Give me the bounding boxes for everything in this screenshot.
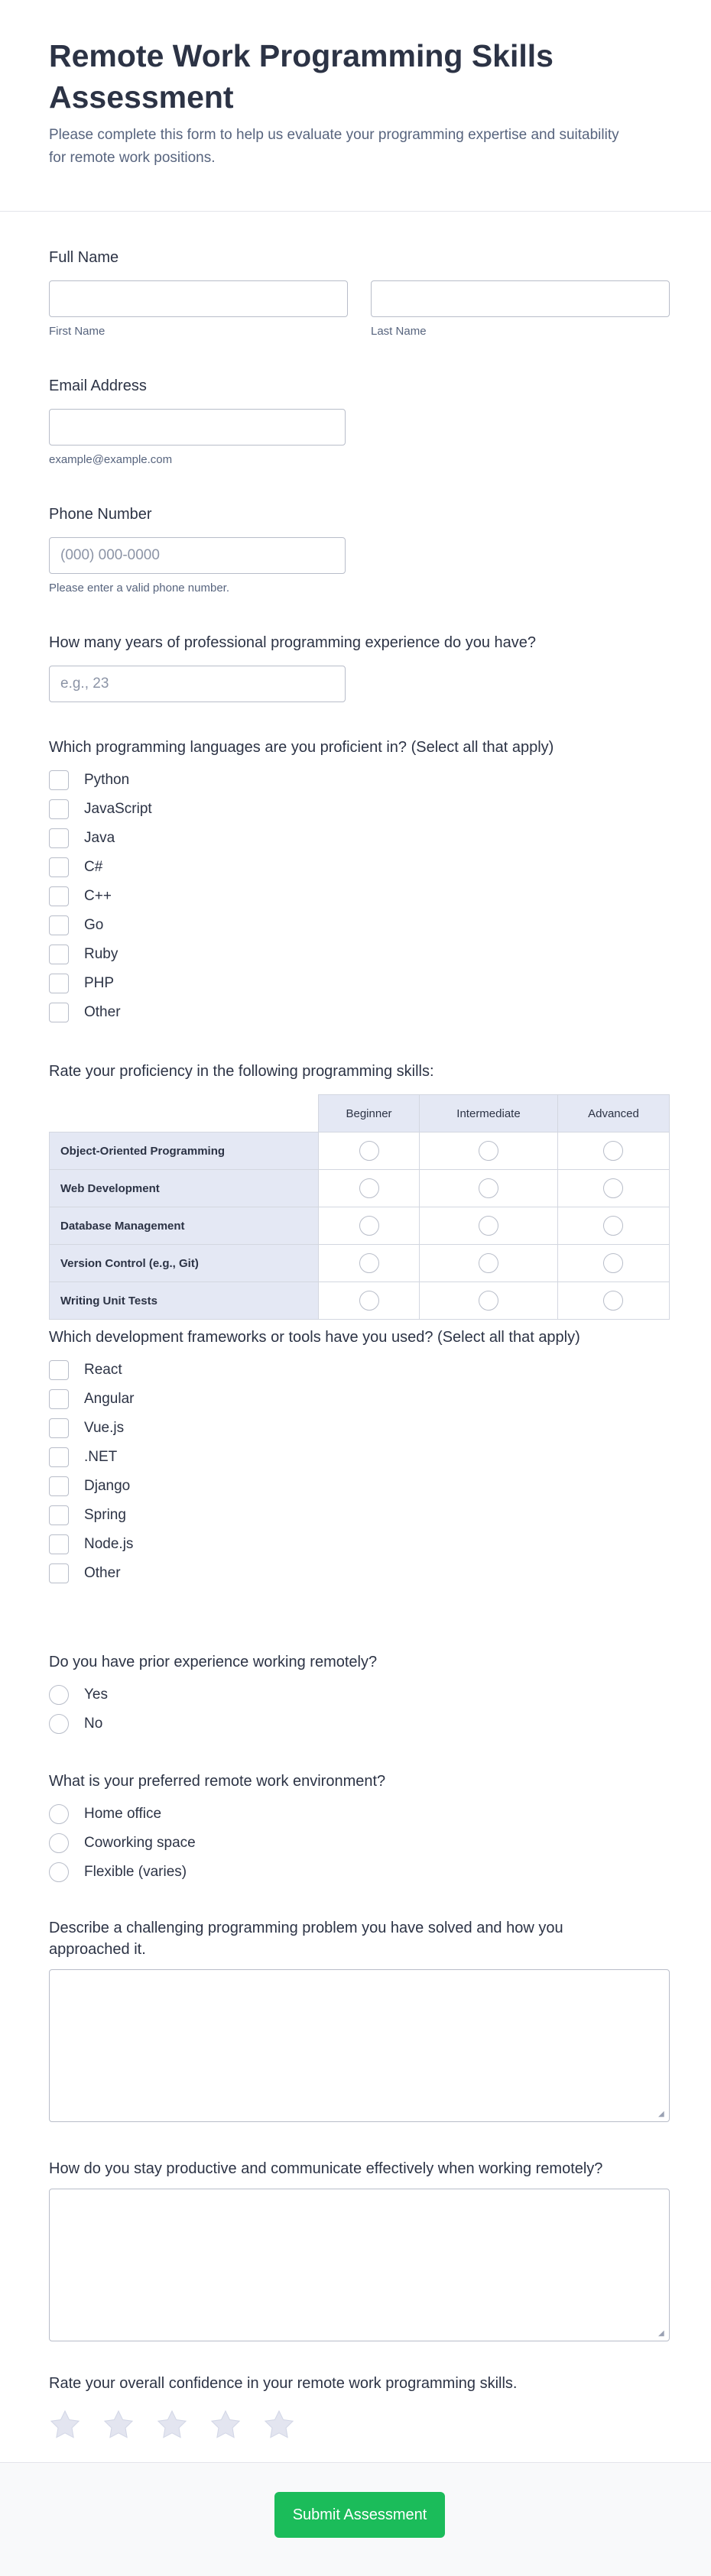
productivity-field [49, 2158, 670, 2341]
environment-field [49, 1771, 670, 1887]
matrix-row [50, 1282, 670, 1320]
languages-field [49, 737, 670, 1027]
option-label: JavaScript [84, 801, 152, 817]
option-label: Python [84, 772, 130, 788]
checkbox[interactable] [49, 974, 69, 993]
matrix-radio[interactable] [603, 1216, 623, 1236]
matrix-column-header: Beginner [319, 1095, 420, 1132]
checkbox[interactable] [49, 857, 69, 877]
remote-experience-field [49, 1651, 670, 1738]
matrix-row-label: Object-Oriented Programming [50, 1132, 319, 1170]
language-option[interactable] [49, 969, 670, 998]
years-field [49, 632, 670, 702]
form-header [0, 0, 711, 212]
matrix-radio[interactable] [479, 1141, 498, 1161]
email-label: Email Address [49, 377, 147, 394]
star-icon[interactable] [49, 2409, 81, 2440]
checkbox[interactable] [49, 886, 69, 906]
checkbox[interactable] [49, 915, 69, 935]
phone-sublabel: Please enter a valid phone number. [49, 582, 229, 595]
option-label: Flexible (varies) [84, 1864, 187, 1880]
checkbox[interactable] [49, 1476, 69, 1496]
form-footer [0, 2462, 711, 2576]
matrix-radio[interactable] [359, 1291, 379, 1311]
option-label: Coworking space [84, 1835, 196, 1851]
matrix-radio[interactable] [479, 1216, 498, 1236]
framework-option[interactable] [49, 1443, 670, 1472]
radio[interactable] [49, 1833, 69, 1853]
checkbox[interactable] [49, 770, 69, 790]
remote-experience-option[interactable] [49, 1680, 670, 1709]
star-icon[interactable] [156, 2409, 188, 2440]
checkbox[interactable] [49, 1389, 69, 1409]
matrix-radio[interactable] [359, 1216, 379, 1236]
matrix-radio[interactable] [479, 1178, 498, 1198]
matrix-row-label: Web Development [50, 1170, 319, 1207]
challenge-textarea[interactable] [49, 1969, 670, 2122]
language-option[interactable] [49, 795, 670, 824]
matrix-radio[interactable] [603, 1291, 623, 1311]
option-label: Home office [84, 1806, 162, 1822]
matrix-column-header: Advanced [557, 1095, 669, 1132]
star-rating [49, 2409, 670, 2440]
framework-option[interactable] [49, 1501, 670, 1530]
first-name-input[interactable] [49, 280, 348, 317]
matrix-radio[interactable] [359, 1178, 379, 1198]
matrix-radio[interactable] [603, 1253, 623, 1273]
framework-option[interactable] [49, 1414, 670, 1443]
matrix-radio[interactable] [603, 1178, 623, 1198]
phone-input[interactable]: (000) 000-0000 [49, 537, 346, 574]
option-label: Go [84, 917, 104, 933]
environment-label: What is your preferred remote work environment? [49, 1773, 386, 1790]
option-label: Yes [84, 1687, 108, 1703]
framework-option[interactable] [49, 1356, 670, 1385]
radio[interactable] [49, 1804, 69, 1824]
option-label: .NET [84, 1449, 118, 1465]
option-label: React [84, 1362, 122, 1378]
matrix-radio[interactable] [479, 1291, 498, 1311]
full-name-field [49, 247, 670, 338]
productivity-textarea[interactable] [49, 2189, 670, 2341]
radio[interactable] [49, 1685, 69, 1705]
star-icon[interactable] [102, 2409, 135, 2440]
email-sublabel: example@example.com [49, 453, 173, 466]
option-label: PHP [84, 975, 115, 991]
option-label: Django [84, 1478, 131, 1494]
matrix-row [50, 1132, 670, 1170]
challenge-label: Describe a challenging programming problem you have solved and how you approached it. [49, 1920, 563, 1958]
matrix-column-header: Intermediate [420, 1095, 558, 1132]
email-input[interactable] [49, 409, 346, 446]
proficiency-field [49, 1061, 670, 1320]
frameworks-field [49, 1327, 670, 1588]
language-option[interactable] [49, 882, 670, 911]
checkbox[interactable] [49, 1505, 69, 1525]
checkbox[interactable] [49, 1534, 69, 1554]
full-name-label: Full Name [49, 249, 119, 266]
option-label: C++ [84, 888, 112, 904]
checkbox[interactable] [49, 945, 69, 964]
language-option[interactable] [49, 940, 670, 969]
environment-option[interactable] [49, 1829, 670, 1858]
matrix-row-label: Database Management [50, 1207, 319, 1245]
matrix-row-label: Version Control (e.g., Git) [50, 1245, 319, 1282]
productivity-label: How do you stay productive and communicate effectively when working remotely? [49, 2160, 603, 2177]
radio[interactable] [49, 1714, 69, 1734]
framework-option[interactable] [49, 1472, 670, 1501]
radio[interactable] [49, 1862, 69, 1882]
languages-label: Which programming languages are you proficient in? (Select all that apply) [49, 739, 554, 756]
option-label: Angular [84, 1391, 135, 1407]
phone-label: Phone Number [49, 506, 152, 523]
resize-handle-icon[interactable]: ◢ [658, 2329, 664, 2338]
remote-experience-label: Do you have prior experience working remotely? [49, 1654, 378, 1670]
language-option[interactable] [49, 911, 670, 940]
form-description: Please complete this form to help us evaluate your programming expertise and suitability for remote work positions. [49, 127, 619, 166]
last-name-sublabel: Last Name [371, 325, 427, 338]
checkbox[interactable] [49, 828, 69, 848]
matrix-radio[interactable] [359, 1253, 379, 1273]
proficiency-label: Rate your proficiency in the following programming skills: [49, 1063, 434, 1080]
environment-option[interactable] [49, 1858, 670, 1887]
confidence-label: Rate your overall confidence in your remote work programming skills. [49, 2375, 518, 2392]
framework-option[interactable] [49, 1530, 670, 1559]
framework-option[interactable] [49, 1559, 670, 1588]
option-label: Vue.js [84, 1420, 125, 1436]
email-field [49, 375, 670, 466]
matrix-corner [50, 1095, 319, 1132]
form-title: Remote Work Programming Skills Assessment [49, 38, 554, 115]
matrix-row [50, 1170, 670, 1207]
matrix-radio[interactable] [359, 1141, 379, 1161]
checkbox[interactable] [49, 1563, 69, 1583]
star-icon[interactable] [263, 2409, 295, 2440]
matrix-radio[interactable] [479, 1253, 498, 1273]
first-name-sublabel: First Name [49, 325, 106, 338]
language-option[interactable] [49, 824, 670, 853]
environment-option[interactable] [49, 1800, 670, 1829]
option-label: Java [84, 830, 115, 846]
language-option[interactable] [49, 998, 670, 1027]
matrix-row [50, 1245, 670, 1282]
option-label: Other [84, 1565, 121, 1581]
checkbox[interactable] [49, 1418, 69, 1438]
language-option[interactable] [49, 853, 670, 882]
option-label: C# [84, 859, 103, 875]
checkbox[interactable] [49, 799, 69, 819]
years-label: How many years of professional programming experience do you have? [49, 634, 537, 651]
resize-handle-icon[interactable]: ◢ [658, 2110, 664, 2118]
option-label: No [84, 1716, 103, 1732]
proficiency-matrix [49, 1094, 670, 1320]
phone-field [49, 504, 670, 595]
submit-button[interactable]: Submit Assessment [274, 2492, 445, 2538]
matrix-radio[interactable] [603, 1141, 623, 1161]
language-option[interactable] [49, 766, 670, 795]
matrix-row-label: Writing Unit Tests [50, 1282, 319, 1320]
option-label: Spring [84, 1507, 126, 1523]
checkbox[interactable] [49, 1360, 69, 1380]
remote-experience-option[interactable] [49, 1709, 670, 1738]
framework-option[interactable] [49, 1385, 670, 1414]
years-input[interactable]: e.g., 23 [49, 666, 346, 702]
option-label: Node.js [84, 1536, 134, 1552]
challenge-field [49, 1917, 670, 2122]
option-label: Other [84, 1004, 121, 1020]
checkbox[interactable] [49, 1447, 69, 1467]
checkbox[interactable] [49, 1003, 69, 1022]
matrix-row [50, 1207, 670, 1245]
frameworks-label: Which development frameworks or tools have you used? (Select all that apply) [49, 1329, 580, 1346]
star-icon[interactable] [209, 2409, 242, 2440]
option-label: Ruby [84, 946, 118, 962]
confidence-field [49, 2373, 670, 2440]
last-name-input[interactable] [371, 280, 670, 317]
